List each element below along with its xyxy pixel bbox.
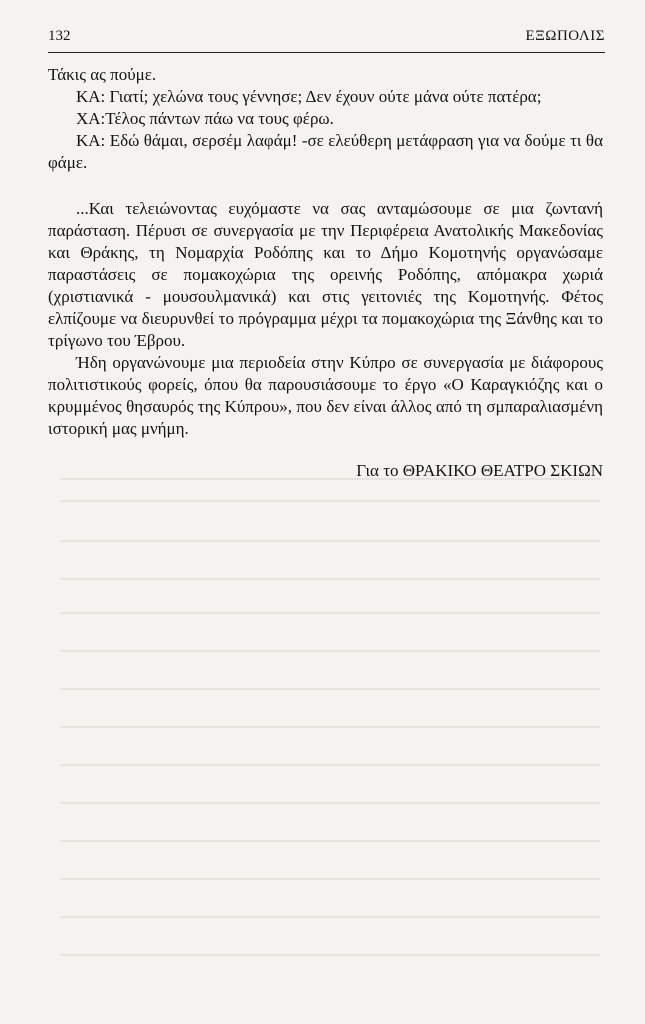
dialogue-line: ΧΑ:Τέλος πάντων πάω να τους φέρω. [76, 109, 334, 128]
header-rule [48, 52, 605, 53]
dialogue-line: ΚΑ: Γιατί; χελώνα τους γέννησε; Δεν έχουν ούτε μάνα ούτε πατέρα; [76, 87, 542, 106]
signature: Για το ΘΡΑΚΙΚΟ ΘΕΑΤΡΟ ΣΚΙΩΝ [356, 461, 603, 480]
page-header [48, 28, 605, 50]
section-gap [48, 174, 603, 198]
closing-paragraph: Ήδη οργανώνουμε μια περιοδεία στην Κύπρο σε συνεργασία με διάφορους πολιτιστικούς φορείς, όπου θα παρουσιάσουμε το έργο «Ο Καραγκιόζης και ο κρυμμένος θησαυρός της Κύπρου», που δεν είναι άλλος από τη σμπαραλιασμένη ιστορική μας μνήμη. [48, 353, 603, 438]
running-head: ΕΞΩΠΟΛΙΣ [525, 28, 605, 44]
dialogue-line: Τάκις ας πούμε. [48, 65, 157, 84]
body-text [48, 64, 603, 482]
dialogue-line: ΚΑ: Εδώ θάμαι, σερσέμ λαφάμ! -σε ελεύθερη μετάφραση για να δούμε τι θα φάμε. [48, 131, 603, 172]
page-number: 132 [48, 28, 71, 44]
closing-paragraph: ...Και τελειώνοντας ευχόμαστε να σας ανταμώσουμε σε μια ζωντανή παράσταση. Πέρυσι σε συνεργασία με την Περιφέρεια Ανατολικής Μακεδονίας και Θράκης, τη Νομαρχία Ροδόπης και το Δήμο Κομοτηνής οργανώσαμε παραστάσεις σε πομακοχώρια της ορεινής Ροδόπης, απόμακρα χωριά (χριστιανικά - μουσουλμανικά) και στις γειτονιές της Κομοτηνής. Φέτος ελπίζουμε να διευρυνθεί το πρόγραμμα μέχρι τα πομακοχώρια της Ξάνθης και το τρίγωνο του Έβρου. [48, 199, 603, 350]
